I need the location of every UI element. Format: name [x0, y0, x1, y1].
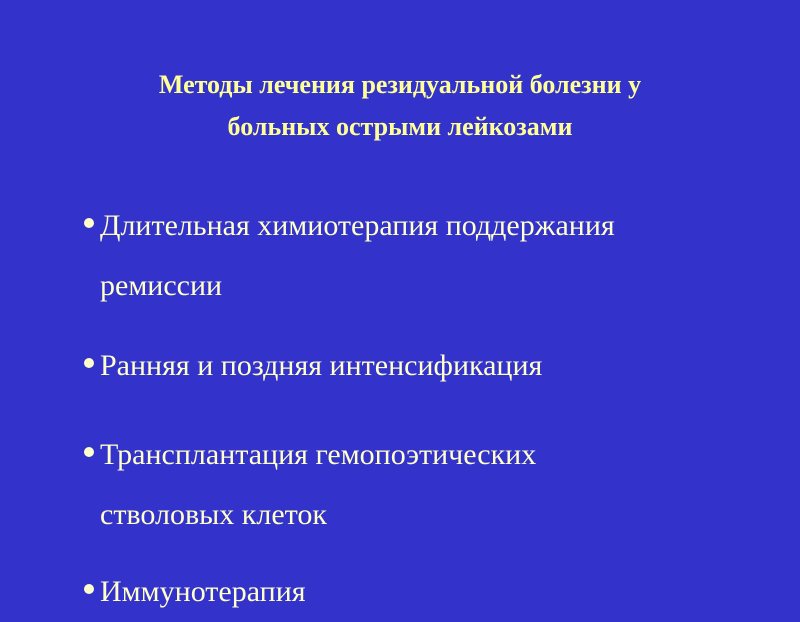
- slide-title: [0, 64, 800, 148]
- slide-title-line-1: Методы лечения резидуальной болезни у: [158, 70, 642, 99]
- bullet-item-intensification: [84, 336, 784, 396]
- bullet-text-line-1: Иммунотерапия: [100, 575, 306, 608]
- bullet-item-maintenance-chemotherapy: [84, 196, 784, 316]
- bullet-text-line-1: Ранняя и поздняя интенсификация: [100, 349, 543, 382]
- bullet-dot-icon: [84, 218, 94, 228]
- slide-title-line-2: больных острыми лейкозами: [227, 112, 573, 141]
- bullet-dot-icon: [84, 358, 94, 368]
- bullet-text-line-1: Трансплантация гемопоэтических: [100, 438, 537, 471]
- bullet-text-line-1: Длительная химиотерапия поддержания: [100, 209, 615, 242]
- bullet-text-line-2: стволовых клеток: [100, 498, 327, 531]
- bullet-text-line-2: ремиссии: [100, 269, 223, 302]
- bullet-dot-icon: [84, 584, 94, 594]
- bullet-dot-icon: [84, 447, 94, 457]
- bullet-item-stem-cell-transplant: [84, 425, 784, 545]
- bullet-item-immunotherapy: [84, 562, 784, 622]
